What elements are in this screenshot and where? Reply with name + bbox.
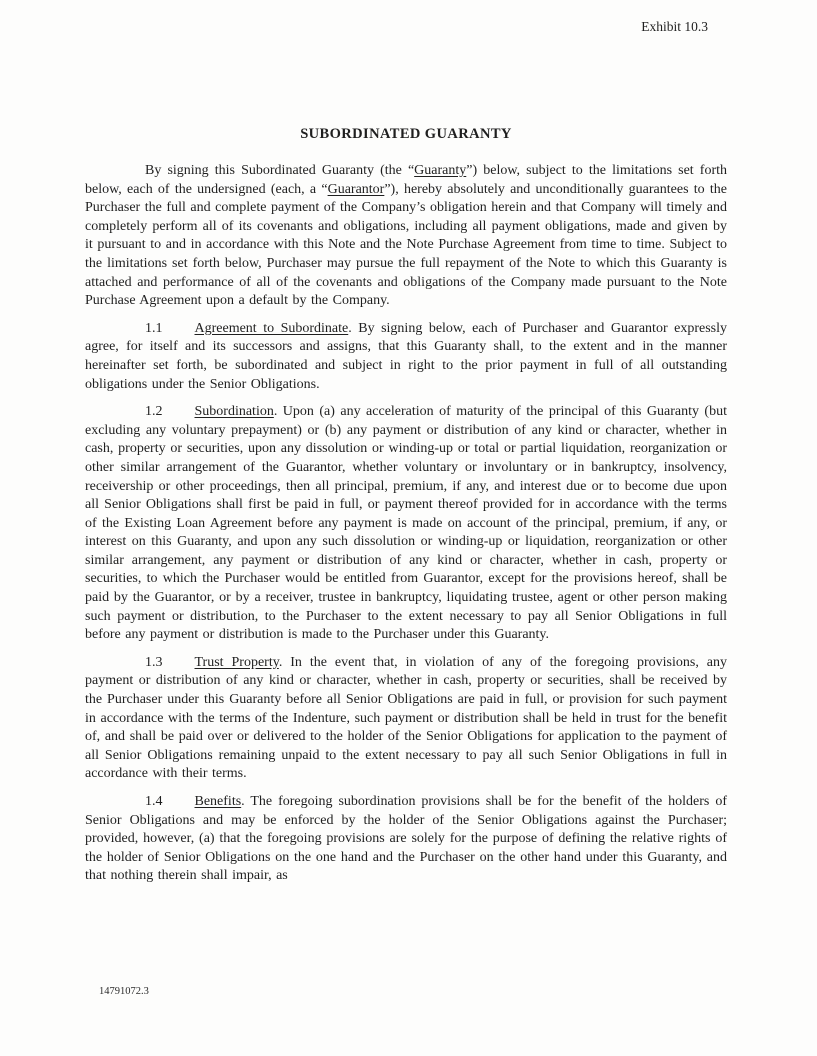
section-1-1: [85, 320, 727, 394]
section-1-2: [85, 403, 727, 645]
intro-text-1: By signing this Subordinated Guaranty (the “: [145, 163, 415, 178]
section-body-text: . The foregoing subordination provisions shall be for the benefit of the holders of Senior Obligations and may be enforced by the holder of the Senior Obligations against the Purchaser; provided, however, (a) that the foregoing provisions are solely for the purpose of defining the relative rights of the holder of Senior Obligations on the one hand and the Purchaser on the other hand under this Guaranty, and that nothing therein shall impair, as: [85, 794, 727, 884]
section-heading: Benefits: [194, 794, 242, 809]
section-body-text: . Upon (a) any acceleration of maturity of the principal of this Guaranty (but excluding any voluntary prepayment) or (b) any payment or distribution of any kind or character, whether in cash, property or securities, upon any dissolution or winding-up or total or partial liquidation, reorganization or other similar arrangement of the Guarantor, whether voluntary or involuntary or in bankruptcy, insolvency, receivership or other proceedings, then all principal, premium, if any, and interest due or to become due upon all Senior Obligations shall first be paid in full, or payment thereof provided for in accordance with the terms of the Existing Loan Agreement before any payment is made on account of the principal, premium, if any, or interest on this Guaranty, and upon any such dissolution or winding-up or liquidation, reorganization or other similar arrangement, any payment or distribution of any kind or character, whether in cash, property or securities, to which the Purchaser would be entitled from Guarantor, except for the provisions hereof, shall be paid by the Guarantor, or by a receiver, trustee in bankruptcy, liquidating trustee, agent or other person making such payment or distribution, to the Purchaser to the extent necessary to pay all Senior Obligations in full before any payment or distribution is made to the Purchaser under this Guaranty.: [85, 404, 727, 643]
section-heading: Agreement to Subordinate: [194, 320, 349, 336]
section-number: 1.4: [145, 794, 163, 809]
intro-text-2: ”) below, subject to the limitations set forth below, each of the undersigned (each, a “: [85, 163, 727, 197]
section-1-4: [85, 793, 727, 886]
intro-text-3: ”), hereby absolutely and unconditionally guarantees to the Purchaser the full and complete payment of the Company’s obligation herein and that Company will timely and completely perform all of its covenants and obligations, including all payment obligations, made and given by it pursuant to and in accordance with this Note and the Note Purchase Agreement from time to time. Subject to the limitations set forth below, Purchaser may pursue the full repayment of the Note to which this Guaranty is attached and performance of all of the covenants and obligations of the Company made pursuant to the Note Purchase Agreement upon a default by the Company.: [85, 181, 727, 309]
section-number: 1.2: [145, 404, 163, 420]
document-title: SUBORDINATED GUARANTY: [300, 126, 512, 142]
document-body: [85, 0, 727, 886]
section-1-3: [85, 654, 727, 784]
section-heading: Subordination: [194, 404, 274, 420]
section-body-text: . In the event that, in violation of any of the foregoing provisions, any payment or distribution of any kind or character, whether in cash, property or securities, shall be received by the Purchaser under this Guaranty before all Senior Obligations are paid in full, or provision for such payment in accordance with the terms of the Indenture, such payment or distribution shall be held in trust for the benefit of, and shall be paid over or delivered to the holder of the Senior Obligations for application to the payment of all Senior Obligations remaining unpaid to the extent necessary to pay all such Senior Obligations in full in accordance with their terms.: [85, 654, 727, 782]
document-control-number: 14791072.3: [99, 986, 149, 997]
defined-term-guaranty: Guaranty: [414, 163, 467, 178]
exhibit-label: Exhibit 10.3: [641, 19, 708, 34]
section-number: 1.3: [145, 654, 163, 670]
section-body-text: . By signing below, each of Purchaser and Guarantor expressly agree, for itself and its successors and assigns, that this Guaranty shall, to the extent and in the manner hereinafter set forth, be subordinated and subject in right to the prior payment in full of all outstanding obligations under the Senior Obligations.: [85, 320, 727, 392]
intro-paragraph: [85, 162, 727, 311]
section-heading: Trust Property: [194, 654, 279, 670]
defined-term-guarantor: Guarantor: [327, 181, 385, 197]
section-number: 1.1: [145, 320, 163, 336]
